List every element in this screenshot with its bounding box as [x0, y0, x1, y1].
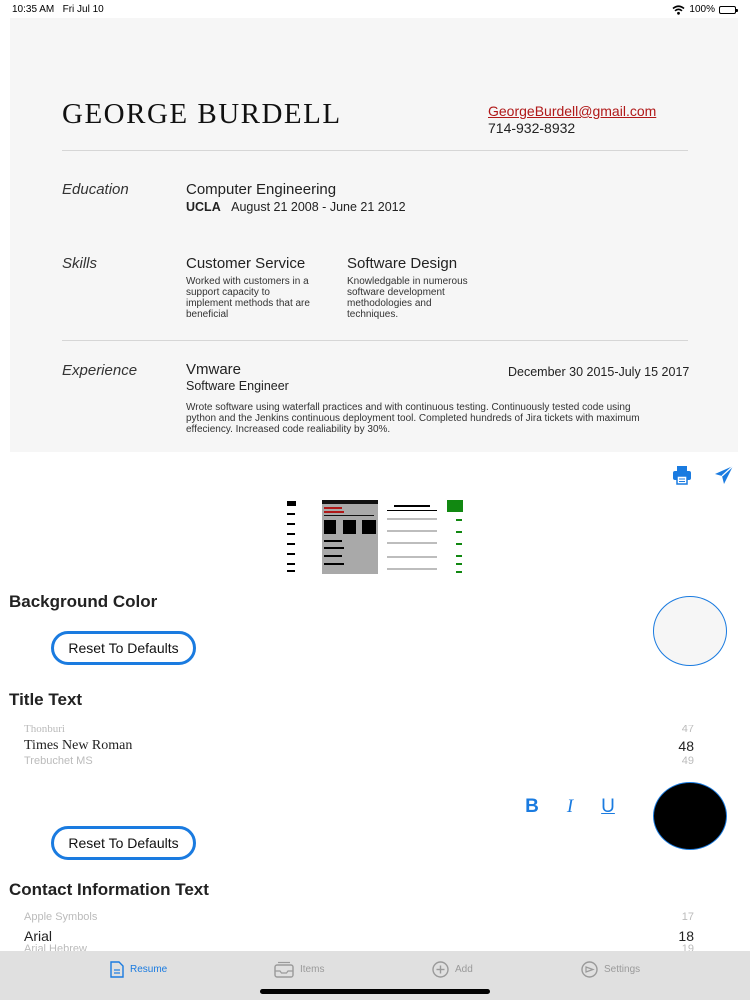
picker-row — [24, 755, 694, 767]
title-font-next: Trebuchet MS — [24, 755, 93, 767]
title-color-swatch[interactable] — [653, 782, 727, 850]
template-thumb-gray[interactable] — [322, 500, 378, 574]
picker-row — [24, 943, 694, 951]
background-color-swatch[interactable] — [653, 596, 727, 666]
send-icon[interactable] — [713, 464, 735, 486]
italic-button[interactable]: I — [566, 796, 574, 817]
document-icon — [110, 961, 124, 978]
battery-icon — [719, 6, 736, 14]
skill-description: Knowledgable in numerous software development methodologies and techniques. — [347, 276, 468, 320]
tab-label: Add — [455, 964, 473, 975]
resume-email[interactable]: GeorgeBurdell@gmail.com — [488, 103, 657, 119]
education-school-line — [186, 200, 406, 214]
tab-resume[interactable] — [110, 961, 167, 978]
add-circle-icon — [432, 961, 449, 978]
print-icon[interactable] — [671, 464, 693, 486]
title-reset-button[interactable]: Reset To Defaults — [51, 826, 196, 860]
status-bar — [0, 0, 750, 18]
contact-font-next: Arial Hebrew — [24, 943, 87, 951]
contact-size-next: 19 — [681, 943, 694, 951]
background-color-heading: Background Color — [9, 592, 158, 611]
experience-label: Experience — [62, 362, 138, 379]
skill-title: Customer Service — [186, 255, 306, 272]
picker-row-selected[interactable] — [24, 928, 694, 944]
status-time: 10:35 AM Fri Jul 10 — [12, 4, 104, 15]
experience-description: Wrote software using waterfall practices and with continuous testing. Continuously tested code using python and the Jenkins continuous deployment tool. Completed hundreds of Jira tickets with maximum effeciency. Increased code realiability by 30%. — [186, 402, 640, 435]
skills-label: Skills — [62, 255, 98, 272]
contact-font-prev: Apple Symbols — [24, 912, 98, 923]
divider — [62, 340, 688, 341]
resume-phone: 714-932-8932 — [488, 120, 576, 136]
skill-title: Software Design — [347, 255, 458, 272]
wifi-icon — [672, 5, 685, 15]
title-font-selected: Times New Roman — [24, 738, 133, 753]
skill-description: Worked with customers in a support capacity to implement methods that are beneficial — [186, 276, 310, 320]
education-degree: Computer Engineering — [186, 181, 337, 198]
template-thumb-green[interactable] — [447, 500, 463, 573]
title-font-picker[interactable] — [0, 725, 750, 767]
contact-font-selected: Arial — [24, 928, 53, 944]
title-text-heading: Title Text — [9, 690, 83, 709]
resume-preview[interactable] — [10, 18, 738, 452]
experience-role: Software Engineer — [186, 379, 289, 393]
home-indicator — [260, 989, 490, 994]
status-indicators — [672, 4, 736, 15]
education-school: UCLA — [186, 200, 221, 214]
contact-size-selected: 18 — [678, 928, 694, 944]
experience-company: Vmware — [186, 361, 242, 378]
picker-row — [24, 912, 694, 923]
picker-row-selected[interactable] — [24, 738, 694, 754]
background-reset-button[interactable]: Reset To Defaults — [51, 631, 196, 665]
contact-font-picker[interactable] — [0, 912, 750, 951]
resume-name: GEORGE BURDELL — [62, 98, 342, 130]
divider — [62, 150, 688, 151]
tab-settings[interactable] — [581, 961, 640, 978]
title-font-prev: Thonburi — [24, 725, 65, 735]
picker-row — [24, 725, 694, 735]
battery-percent: 100% — [689, 4, 715, 15]
tab-label: Settings — [604, 964, 641, 975]
template-thumbnails[interactable] — [284, 500, 468, 574]
tab-add[interactable] — [432, 961, 473, 978]
title-size-next: 49 — [681, 755, 694, 767]
inbox-icon — [274, 961, 294, 978]
bold-button[interactable]: B — [525, 796, 539, 817]
tab-label: Items — [300, 964, 325, 975]
tab-label: Resume — [130, 964, 168, 975]
education-label: Education — [62, 181, 129, 198]
contact-size-prev: 17 — [681, 912, 694, 923]
template-thumb-lines[interactable] — [385, 500, 439, 574]
underline-button[interactable]: U — [601, 796, 615, 817]
template-thumb-list[interactable] — [287, 501, 296, 572]
title-size-selected: 48 — [678, 738, 694, 754]
experience-dates: December 30 2015-July 15 2017 — [508, 365, 690, 379]
contact-text-heading: Contact Information Text — [9, 880, 209, 899]
settings-icon — [581, 961, 598, 978]
education-dates: August 21 2008 - June 21 2012 — [231, 200, 406, 214]
tab-items[interactable] — [274, 961, 324, 978]
title-size-prev: 47 — [681, 725, 694, 735]
